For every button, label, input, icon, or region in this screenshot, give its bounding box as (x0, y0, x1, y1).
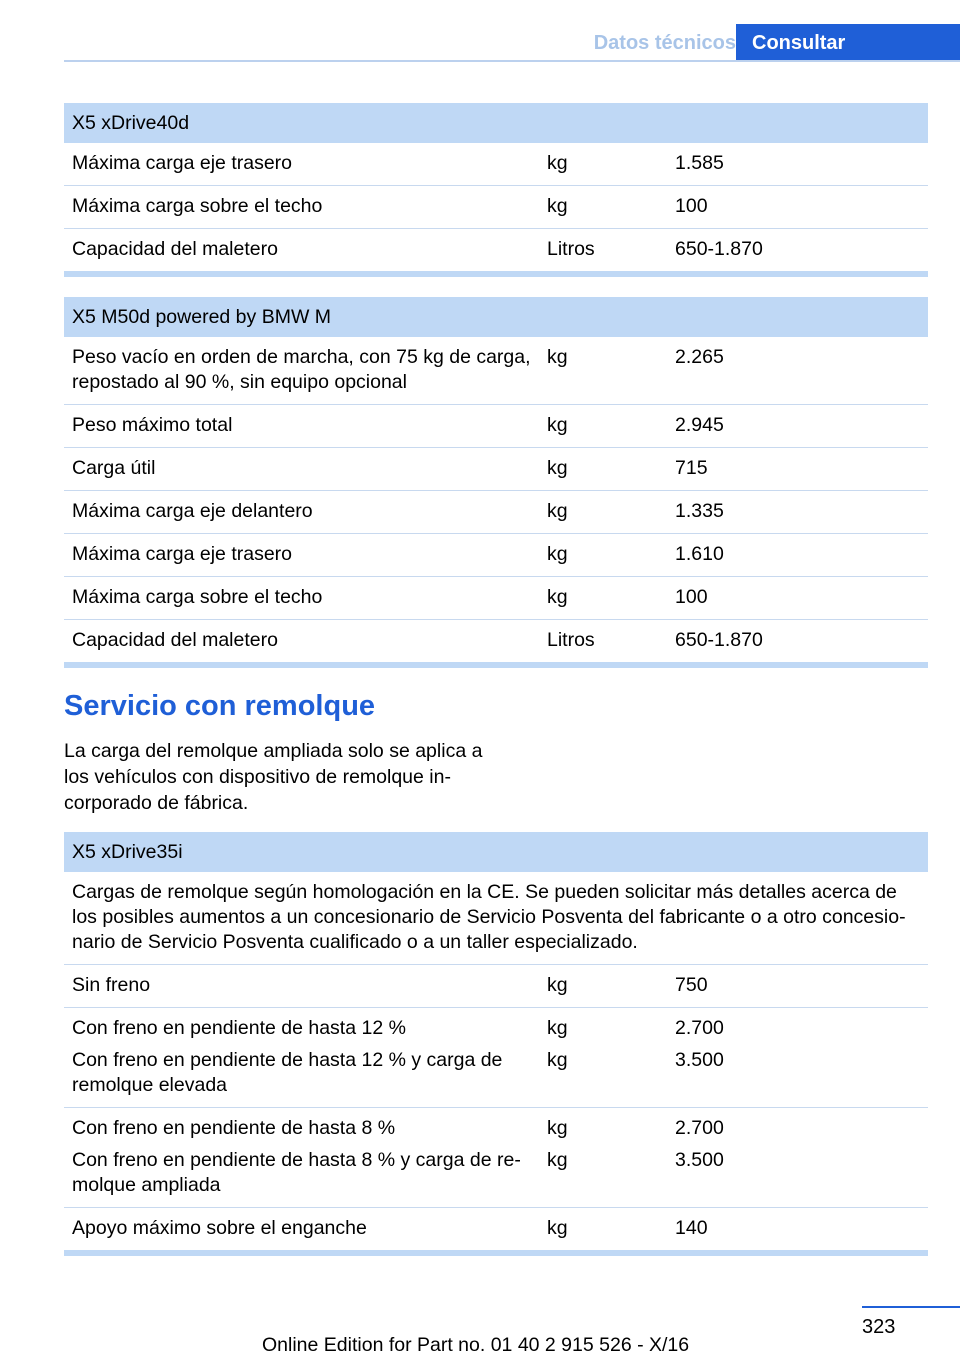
row-value: 750 (667, 965, 928, 1008)
row-label: Peso vacío en orden de marcha, con 75 kg de carga, repostado al 90 %, sin equipo opcional (64, 337, 539, 405)
row-label: Sin freno (64, 965, 539, 1008)
footer-rule (862, 1306, 960, 1308)
page-number: 323 (862, 1316, 896, 1338)
row-value (667, 1008, 928, 1108)
section-title: Servicio con remolque (64, 690, 376, 722)
row-label: Máxima carga sobre el techo (64, 186, 539, 229)
row-unit: Litros (539, 229, 667, 275)
table-row (64, 405, 928, 448)
row-label: Máxima carga eje delantero (64, 491, 539, 534)
row-value: 1.335 (667, 491, 928, 534)
table-row (64, 491, 928, 534)
table-row (64, 1008, 928, 1108)
row-value: 140 (667, 1208, 928, 1254)
table-row (64, 143, 928, 186)
table-row (64, 534, 928, 577)
table-row (64, 620, 928, 666)
row-unit-line: kg (547, 1149, 568, 1171)
row-value-line: 2.700 (675, 1117, 724, 1139)
row-label: Máxima carga eje trasero (64, 143, 539, 186)
table-row (64, 337, 928, 405)
row-unit: Litros (539, 620, 667, 666)
spec-table-x5-m50d (64, 297, 928, 668)
table-row (64, 1208, 928, 1254)
header-active-tab[interactable]: Consultar (736, 24, 960, 62)
row-value-line: 2.700 (675, 1017, 724, 1039)
row-label-line: Con freno en pendiente de hasta 12 % (72, 1017, 406, 1039)
row-unit: kg (539, 448, 667, 491)
row-unit: kg (539, 491, 667, 534)
row-unit: kg (539, 186, 667, 229)
row-unit: kg (539, 965, 667, 1008)
table-row (64, 577, 928, 620)
row-label: Carga útil (64, 448, 539, 491)
row-label: Máxima carga eje trasero (64, 534, 539, 577)
table-note: Cargas de remolque según homologación en la CE. Se pueden solicitar más detalles acerca de los posibles aumentos a un concesionario de Servicio Posventa del fabricante o a otro concesionario de Servicio Posventa cualificado o a un taller especializado. (64, 872, 928, 965)
table-row (64, 448, 928, 491)
row-unit: kg (539, 577, 667, 620)
row-unit-line: kg (547, 1017, 568, 1039)
row-value-line: 3.500 (675, 1149, 724, 1171)
row-value: 2.945 (667, 405, 928, 448)
row-label-line: Con freno en pendiente de hasta 8 % y carga de remolque ampliada (72, 1149, 521, 1196)
row-label (64, 1008, 539, 1108)
row-value: 650-1.870 (667, 229, 928, 275)
row-label: Peso máximo total (64, 405, 539, 448)
row-unit (539, 1008, 667, 1108)
edition-note: Online Edition for Part no. 01 40 2 915 526 - X/16 (262, 1334, 690, 1356)
row-value: 1.585 (667, 143, 928, 186)
spec-table-x5-xdrive35i (64, 832, 928, 1256)
row-label-line: Con freno en pendiente de hasta 8 % (72, 1117, 396, 1139)
spec-table-x5-xdrive40d (64, 103, 928, 277)
table-title: X5 xDrive40d (64, 103, 928, 143)
row-label: Capacidad del maletero (64, 620, 539, 666)
header-rule (64, 60, 960, 62)
table-row (64, 186, 928, 229)
row-unit-line: kg (547, 1049, 568, 1071)
page-header (0, 0, 960, 62)
table-row (64, 965, 928, 1008)
table-note-row (64, 872, 928, 965)
header-section-tab[interactable]: Datos técnicos (593, 32, 736, 54)
row-label: Máxima carga sobre el techo (64, 577, 539, 620)
row-value-line: 3.500 (675, 1049, 724, 1071)
row-value (667, 1108, 928, 1208)
row-value: 1.610 (667, 534, 928, 577)
row-value: 715 (667, 448, 928, 491)
row-label (64, 1108, 539, 1208)
row-unit: kg (539, 337, 667, 405)
row-unit: kg (539, 534, 667, 577)
row-unit (539, 1108, 667, 1208)
row-value: 100 (667, 186, 928, 229)
row-label-line: Con freno en pendiente de hasta 12 % y carga de remolque elevada (72, 1049, 503, 1096)
row-value: 100 (667, 577, 928, 620)
row-label: Apoyo máximo sobre el enganche (64, 1208, 539, 1254)
row-value: 650-1.870 (667, 620, 928, 666)
row-value: 2.265 (667, 337, 928, 405)
row-unit-line: kg (547, 1117, 568, 1139)
row-unit: kg (539, 405, 667, 448)
row-unit: kg (539, 1208, 667, 1254)
table-row (64, 229, 928, 275)
table-title: X5 xDrive35i (64, 832, 928, 872)
row-label: Capacidad del maletero (64, 229, 539, 275)
table-title: X5 M50d powered by BMW M (64, 297, 928, 337)
section-body: La carga del remolque ampliada solo se aplica a los vehículos con dispositivo de remolque incorporado de fábrica. (64, 740, 483, 814)
table-row (64, 1108, 928, 1208)
row-unit: kg (539, 143, 667, 186)
